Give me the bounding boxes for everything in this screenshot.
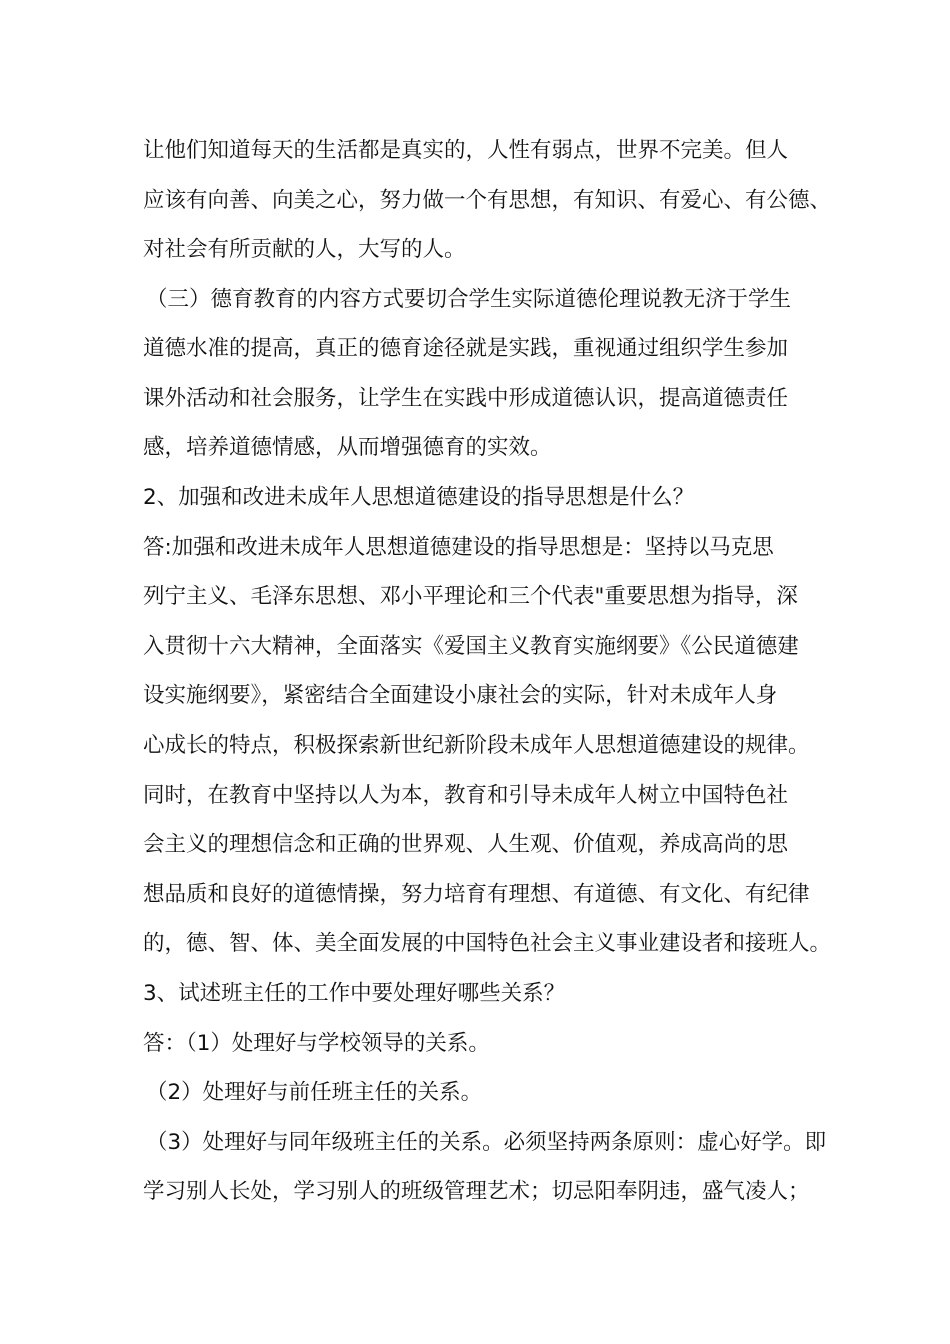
text-line: 对社会有所贡献的人，大写的人。 bbox=[143, 237, 466, 262]
text-line: 答:加强和改进未成年人思想道德建设的指导思想是：坚持以马克思 bbox=[143, 535, 774, 560]
text-line: （2）处理好与前任班主任的关系。 bbox=[146, 1080, 483, 1105]
text-line: 答：（1）处理好与学校领导的关系。 bbox=[143, 1031, 490, 1056]
text-line: 列宁主义、毛泽东思想、邓小平理论和三个代表"重要思想为指导，深 bbox=[143, 584, 798, 609]
text-line: 应该有向善、向美之心，努力做一个有思想，有知识、有爱心、有公德、 bbox=[143, 188, 832, 213]
question-heading: 3、试述班主任的工作中要处理好哪些关系？ bbox=[143, 981, 566, 1006]
section-heading: （三）德育教育的内容方式要切合学生实际道德伦理说教无济于学生 bbox=[146, 287, 792, 312]
text-line: 让他们知道每天的生活都是真实的，人性有弱点，世界不完美。但人 bbox=[143, 138, 789, 163]
question-heading: 2、加强和改进未成年人思想道德建设的指导思想是什么？ bbox=[143, 485, 695, 510]
text-line: 心成长的特点，积极探索新世纪新阶段未成年人思想道德建设的规律。 bbox=[143, 733, 810, 758]
text-line: 入贯彻十六大精神，全面落实《爱国主义教育实施纲要》《公民道德建 bbox=[143, 634, 799, 659]
text-line: 感，培养道德情感，从而增强德育的实效。 bbox=[143, 435, 552, 460]
text-line: 想品质和良好的道德情操，努力培育有理想、有道德、有文化、有纪律 bbox=[143, 882, 810, 907]
text-line: 同时，在教育中坚持以人为本，教育和引导未成年人树立中国特色社 bbox=[143, 783, 789, 808]
text-line: 道德水准的提高，真正的德育途径就是实践，重视通过组织学生参加 bbox=[143, 336, 789, 361]
text-line: 的，德、智、体、美全面发展的中国特色社会主义事业建设者和接班人。 bbox=[143, 931, 832, 956]
text-line: 设实施纲要》，紧密结合全面建设小康社会的实际，针对未成年人身 bbox=[143, 683, 778, 708]
text-line: （3）处理好与同年级班主任的关系。必须坚持两条原则：虚心好学。即 bbox=[146, 1130, 827, 1155]
text-line: 学习别人长处，学习别人的班级管理艺术；切忌阳奉阴违，盛气凌人； bbox=[143, 1179, 810, 1204]
text-line: 课外活动和社会服务，让学生在实践中形成道德认识，提高道德责任 bbox=[143, 386, 789, 411]
text-line: 会主义的理想信念和正确的世界观、人生观、价值观，养成高尚的思 bbox=[143, 832, 789, 857]
